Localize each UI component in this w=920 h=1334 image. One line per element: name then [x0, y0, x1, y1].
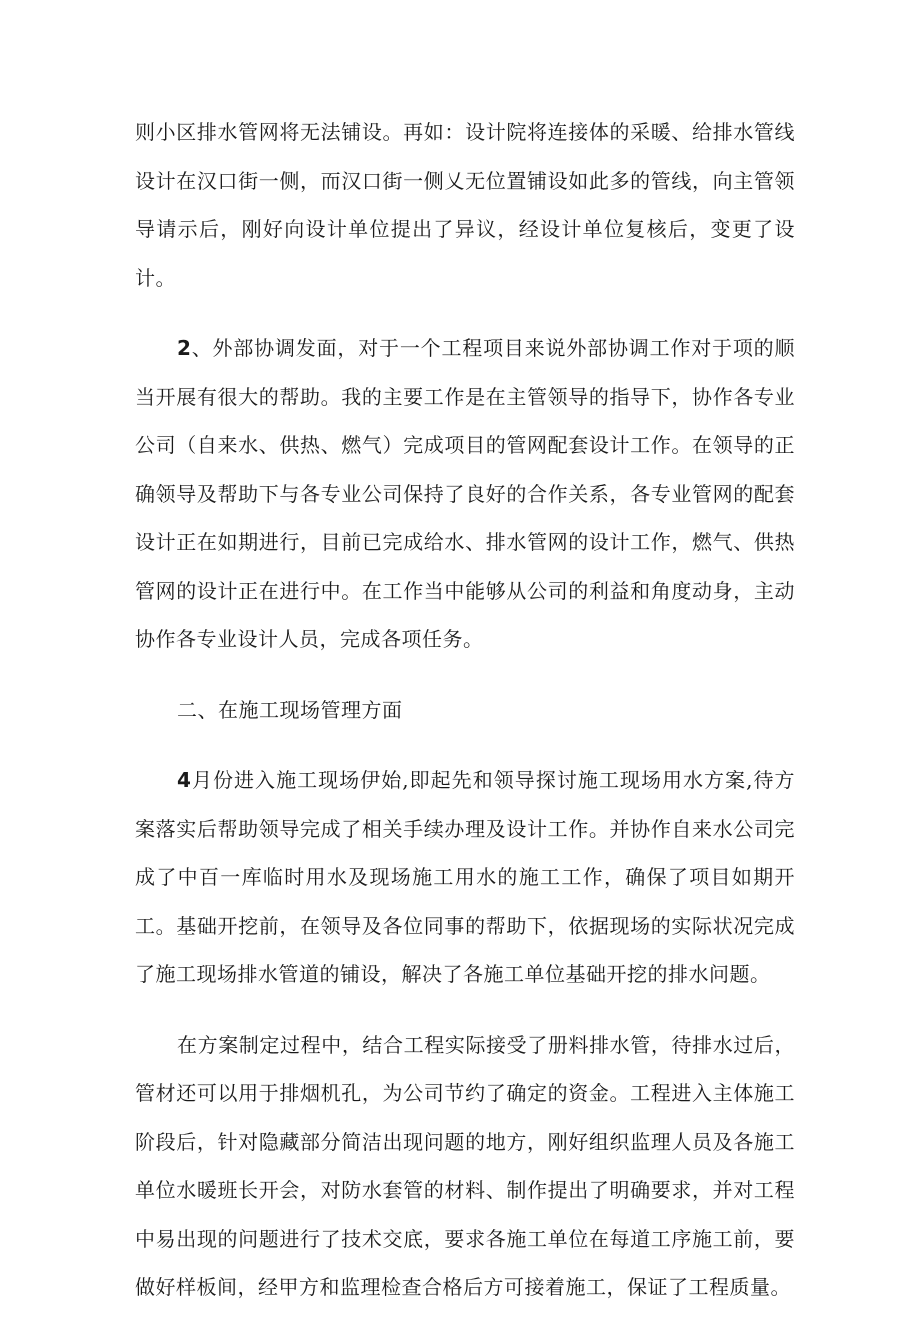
paragraph-continuation — [135, 108, 795, 302]
paragraph-text: 在方案制定过程中，结合工程实际接受了册料排水管，待排水过后，管材还可以用于排烟机孔，为公司节约了确定的资金。工程进入主体施工阶段后，针对隐藏部分简洁出现问题的地方，刚好组织监理人员及各施工单位水暖班长开会，对防水套管的材料、制作提出了明确要求，并对工程中易出现的问题进行了技术交底，要求各施工单位在每道工序施工前，要做好样板间，经甲方和监理检查合格后方可接着施工，保证了工程质量。 — [135, 1032, 795, 1299]
paragraph-site-entry — [135, 756, 795, 999]
paragraph-number: 2 — [177, 336, 192, 360]
section-heading: 二、在施工现场管理方面 — [177, 697, 403, 722]
document-body — [135, 108, 795, 1334]
paragraph-text: 、外部协调发面，对于一个工程项目来说外部协调工作对于项的顺当开展有很大的帮助。我的主要工作是在主管领导的指导下，协作各专业公司（自来水、供热、燃气）完成项目的管网配套设计工作。在领导的正确领导及帮助下与各专业公司保持了良好的合作关系，各专业管网的配套设计正在如期进行，目前已完成给水、排水管网的设计工作，燃气、供热管网的设计正在进行中。在工作当中能够从公司的利益和角度动身，主动协作各专业设计人员，完成各项任务。 — [135, 336, 795, 651]
paragraph-text: 月份进入施工现场伊始,即起先和领导探讨施工现场用水方案,待方案落实后帮助领导完成了相关手续办理及设计工作。并协作自来水公司完成了中百一库临时用水及现场施工用水的施工工作，确保了项目如期开工。基础开挖前，在领导及各位同事的帮助下，依据现场的实际状况完成了施工现场排水管道的铺设，解决了各施工单位基础开挖的排水问题。 — [135, 768, 795, 986]
paragraph-external-coordination — [135, 324, 795, 664]
paragraph-number: 4 — [177, 768, 192, 792]
paragraph-plan-formulation — [135, 1021, 795, 1312]
paragraph-text: 则小区排水管网将无法铺设。再如：设计院将连接体的采暖、给排水管线设计在汉口街一侧，而汉口街一侧乂无位置铺设如此多的管线，向主管领导请示后，刚好向设计单位提出了异议，经设计单位复核后，变更了设计。 — [135, 120, 795, 290]
